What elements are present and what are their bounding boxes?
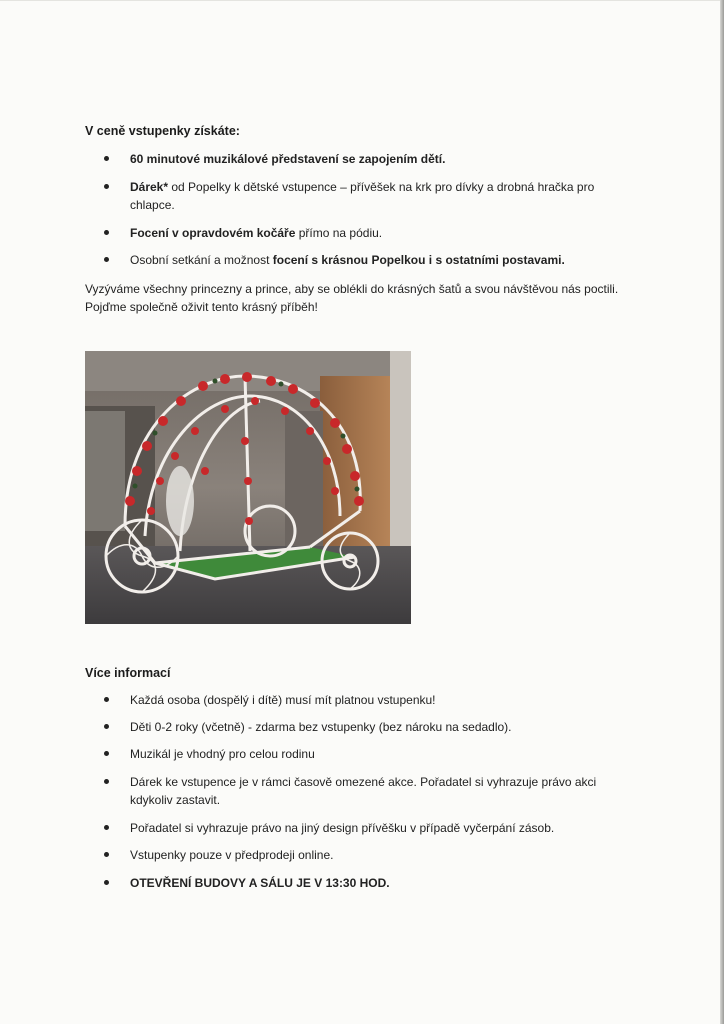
list-item-text: Každá osoba (dospělý i dítě) musí mít platnou vstupenku!	[130, 693, 436, 707]
list-item	[104, 846, 624, 864]
bullet-icon	[104, 779, 109, 784]
list-item-bold: Dárek*	[130, 180, 169, 194]
list-item-bold: OTEVŘENÍ BUDOVY A SÁLU JE V 13:30 HOD.	[130, 876, 390, 890]
carriage-photo	[85, 351, 411, 624]
bullet-icon	[104, 880, 109, 885]
list-item	[104, 251, 624, 269]
list-item-bold: 60 minutové muzikálové představení se zapojením dětí.	[130, 152, 446, 166]
list-item-text: Osobní setkání a možnost	[130, 253, 273, 267]
list-item-bold: focení s krásnou Popelkou i s ostatními postavami.	[272, 253, 565, 267]
bullet-icon	[104, 156, 109, 161]
bullet-icon	[104, 852, 109, 857]
list-item-text: od Popelky k dětské vstupence – přívěšek na krk pro dívky a drobná hračka pro chlapce.	[130, 180, 595, 212]
list-item-bold: Focení v opravdovém kočáře	[130, 226, 296, 240]
invitation-paragraph	[85, 280, 645, 316]
list-item-text: přímo na pódiu.	[295, 226, 383, 240]
list-item	[104, 691, 624, 709]
list-item	[104, 150, 624, 168]
list-item-text: Pořadatel si vyhrazuje právo na jiný design přívěšku v případě vyčerpání zásob.	[130, 821, 555, 835]
scan-top-edge	[0, 0, 724, 1]
list-item	[104, 874, 624, 892]
list-item	[104, 745, 624, 763]
list-item	[104, 773, 624, 809]
bullet-icon	[104, 697, 109, 702]
bullet-icon	[104, 184, 109, 189]
bullet-icon	[104, 724, 109, 729]
scan-right-edge	[720, 0, 724, 1024]
bullet-icon	[104, 257, 109, 262]
list-item-text: Muzikál je vhodný pro celou rodinu	[130, 747, 315, 761]
list-item-text: Děti 0-2 roky (včetně) - zdarma bez vstupenky (bez nároku na sedadlo).	[130, 720, 512, 734]
bullet-icon	[104, 825, 109, 830]
section-heading-info: Více informací	[85, 666, 171, 680]
section-heading-ticket: V ceně vstupenky získáte:	[85, 124, 240, 138]
list-item-text: Vstupenky pouze v předprodeji online.	[130, 848, 334, 862]
list-item	[104, 178, 624, 214]
list-item	[104, 224, 624, 242]
list-item-text: Dárek ke vstupence je v rámci časově omezené akce. Pořadatel si vyhrazuje právo akci kdykoliv zastavit.	[130, 775, 597, 807]
list-item	[104, 819, 624, 837]
list-item	[104, 718, 624, 736]
paragraph-line: Vyzýváme všechny princezny a prince, aby se oblékli do krásných šatů a svou návštěvou nás poctili.	[85, 282, 619, 296]
bullet-icon	[104, 751, 109, 756]
paragraph-line: Pojďme společně oživit tento krásný příběh!	[85, 300, 318, 314]
bullet-icon	[104, 230, 109, 235]
